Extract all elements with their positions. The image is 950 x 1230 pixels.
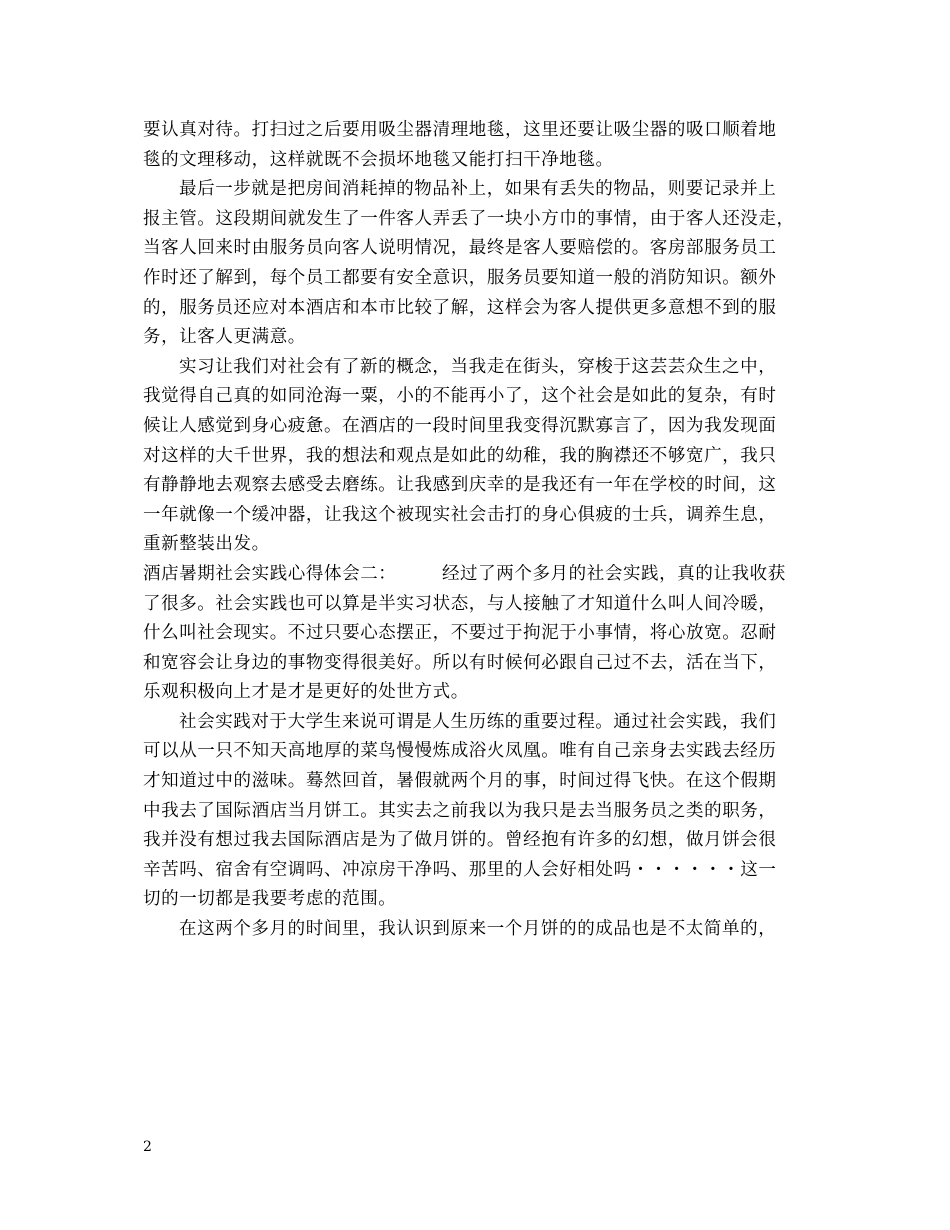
text-line: 我并没有想过我去国际酒店是为了做月饼的。曾经抱有许多的幻想，做月饼会很 (143, 830, 777, 851)
text-line: 在这两个多月的时间里，我认识到原来一个月饼的的成品也是不太简单的， (179, 919, 777, 940)
text-line: 务，让客人更满意。 (143, 327, 306, 348)
text-line: 和宽容会让身边的事物变得很美好。所以有时候何必跟自己过不去，活在当下， (143, 652, 777, 673)
text-line: 作时还了解到，每个员工都要有安全意识，服务员要知道一般的消防知识。额外 (143, 267, 777, 288)
text-line: 辛苦吗、宿舍有空调吗、冲凉房干净吗、那里的人会好相处吗・・・・・・这一 (143, 859, 777, 880)
text-line: 才知道过中的滋味。蓦然回首，暑假就两个月的事，时间过得飞快。在这个假期 (143, 771, 777, 792)
text-line: 有静静地去观察去感受去磨练。让我感到庆幸的是我还有一年在学校的时间，这 (143, 475, 777, 496)
text-line: 的，服务员还应对本酒店和本市比较了解，这样会为客人提供更多意想不到的服 (143, 297, 777, 318)
text-line: 报主管。这段期间就发生了一件客人弄丢了一块小方巾的事情，由于客人还没走， (143, 208, 795, 229)
text-line: 了很多。社会实践也可以算是半实习状态，与人接触了才知道什么叫人间冷暖， (143, 593, 777, 614)
text-line: 候让人感觉到身心疲惫。在酒店的一段时间里我变得沉默寡言了，因为我发现面 (143, 415, 777, 436)
text-line: 毯的文理移动，这样就既不会损坏地毯又能打扫干净地毯。 (143, 149, 614, 170)
text-line: 一年就像一个缓冲器，让我这个被现实社会击打的身心俱疲的士兵，调养生息， (143, 504, 777, 525)
text-line: 酒店暑期社会实践心得体会二： 经过了两个多月的社会实践，真的让我收获 (143, 563, 786, 584)
text-line: 对这样的大千世界，我的想法和观点是如此的幼稚，我的胸襟还不够宽广，我只 (143, 445, 777, 466)
text-line: 什么叫社会现实。不过只要心态摆正，不要过于拘泥于小事情，将心放宽。忍耐 (143, 623, 777, 644)
text-line: 最后一步就是把房间消耗掉的物品补上，如果有丢失的物品，则要记录并上 (179, 179, 777, 200)
text-line: 可以从一只不知天高地厚的菜鸟慢慢炼成浴火凤凰。唯有自己亲身去实践去经历 (143, 741, 777, 762)
text-line: 社会实践对于大学生来说可谓是人生历练的重要过程。通过社会实践，我们 (179, 711, 777, 732)
text-line: 要认真对待。打扫过之后要用吸尘器清理地毯，这里还要让吸尘器的吸口顺着地 (143, 120, 777, 140)
text-line: 重新整装出发。 (143, 534, 270, 555)
text-line: 实习让我们对社会有了新的概念，当我走在街头，穿梭于这芸芸众生之中， (179, 356, 777, 377)
page-number: 2 (143, 1139, 152, 1155)
text-line: 中我去了国际酒店当月饼工。其实去之前我以为我只是去当服务员之类的职务， (143, 800, 777, 821)
text-line: 我觉得自己真的如同沧海一粟，小的不能再小了，这个社会是如此的复杂，有时 (143, 386, 777, 407)
text-line: 当客人回来时由服务员向客人说明情况，最终是客人要赔偿的。客房部服务员工 (143, 238, 777, 259)
document-body (143, 116, 818, 945)
text-line: 乐观积极向上才是才是更好的处世方式。 (143, 682, 469, 703)
text-line: 切的一切都是我要考虑的范围。 (143, 889, 397, 910)
